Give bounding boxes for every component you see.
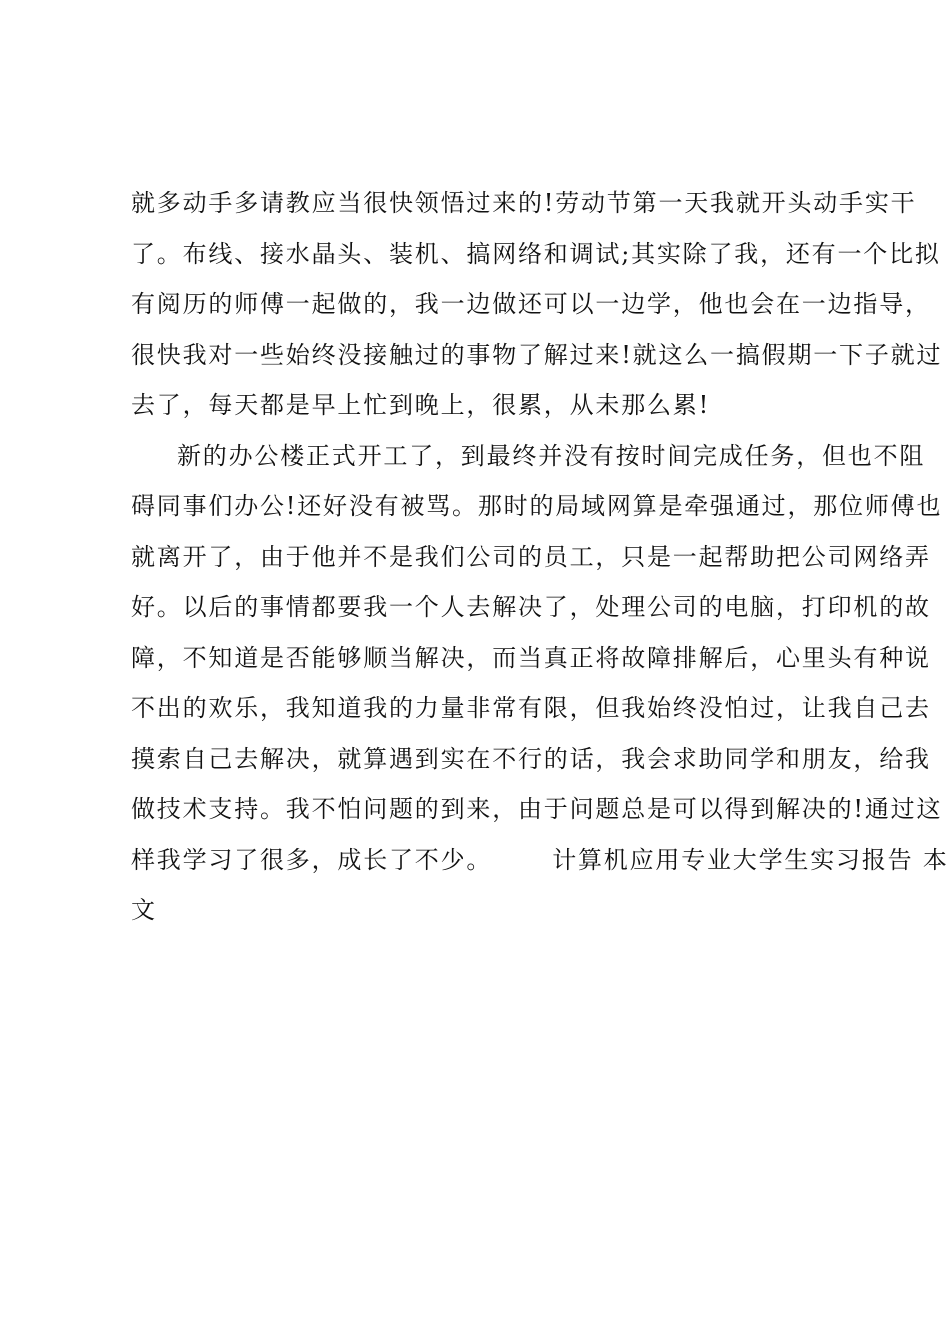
paragraph-1 bbox=[131, 178, 943, 431]
paragraph-line: 就多动手多请教应当很快领悟过来的!劳动节第一天我就开头动手实干 bbox=[131, 189, 917, 217]
paragraph-2 bbox=[131, 431, 949, 936]
report-title-text: 计算机应用专业大学生实习报告 本 bbox=[552, 845, 949, 874]
paragraph-line: 障，不知道是否能够顺当解决，而当真正将故障排解后，心里头有种说 bbox=[131, 643, 931, 672]
paragraph-line: 做技术支持。我不怕问题的到来，由于问题总是可以得到解决的!通过这 bbox=[131, 795, 943, 823]
paragraph-line-with-footer bbox=[131, 835, 949, 886]
paragraph-line: 了。布线、接水晶头、装机、搞网络和调试;其实除了我，还有一个比拟 bbox=[131, 239, 941, 268]
report-body bbox=[131, 178, 949, 936]
paragraph-line: 有阅历的师傅一起做的，我一边做还可以一边学，他也会在一边指导， bbox=[131, 290, 931, 318]
paragraph-line: 摸索自己去解决，就算遇到实在不行的话，我会求助同学和朋友，给我 bbox=[131, 744, 931, 773]
paragraph-line: 好。以后的事情都要我一个人去解决了，处理公司的电脑，打印机的故 bbox=[131, 593, 931, 621]
paragraph-line: 文 bbox=[131, 896, 157, 924]
paragraph-line: 就离开了，由于他并不是我们公司的员工，只是一起帮助把公司网络弄 bbox=[131, 542, 931, 571]
paragraph-line: 碍同事们办公!还好没有被骂。那时的局域网算是牵强通过，那位师傅也 bbox=[131, 492, 943, 520]
paragraph-line: 新的办公楼正式开工了，到最终并没有按时间完成任务，但也不阻 bbox=[177, 441, 926, 470]
paragraph-line-text: 样我学习了很多，成长了不少。 bbox=[131, 845, 493, 874]
paragraph-line: 不出的欢乐，我知道我的力量非常有限，但我始终没怕过，让我自己去 bbox=[131, 694, 931, 722]
paragraph-line: 去了，每天都是早上忙到晚上，很累，从未那么累! bbox=[131, 391, 711, 419]
paragraph-line: 很快我对一些始终没接触过的事物了解过来!就这么一搞假期一下子就过 bbox=[131, 340, 943, 369]
